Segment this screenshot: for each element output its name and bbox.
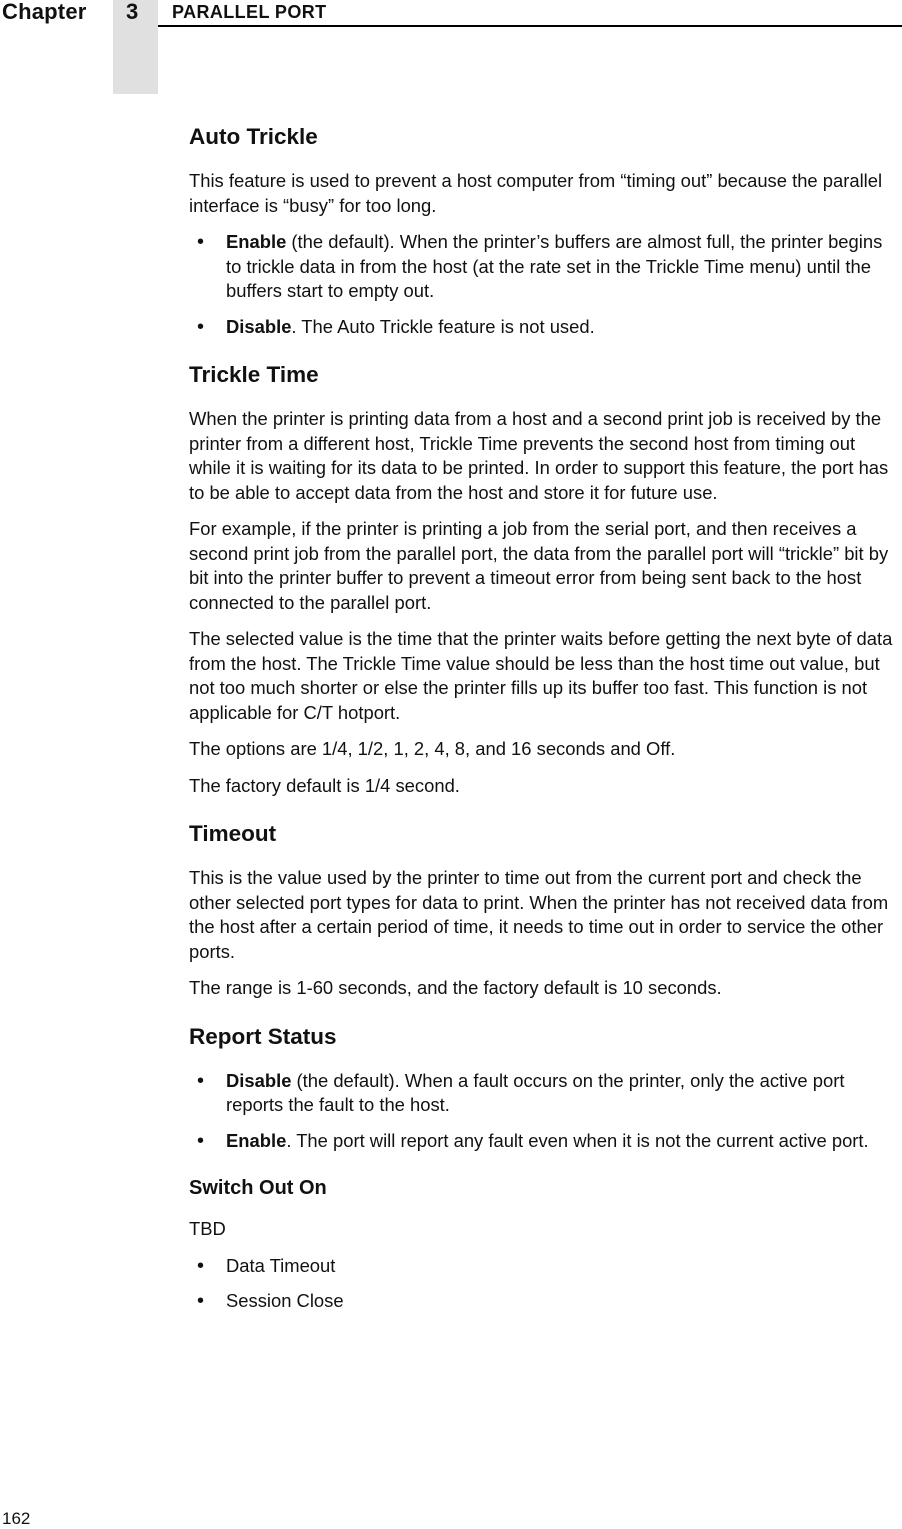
section-header-title: PARALLEL PORT [172, 2, 327, 22]
heading-trickle-time: Trickle Time [189, 362, 319, 387]
option-description: . The port will report any fault even when it is not the current active port. [286, 1129, 869, 1151]
list-item [189, 1069, 899, 1118]
chapter-number: 3 [126, 0, 139, 24]
list-item: • Data Timeout [189, 1254, 899, 1279]
paragraph: The factory default is 1/4 second. [189, 774, 460, 796]
page-number: 162 [2, 1509, 31, 1528]
bullet-list [189, 230, 899, 339]
section-auto-trickle [189, 123, 899, 339]
paragraph: This feature is used to prevent a host computer from “timing out” because the parallel interface is “busy” for too long. [189, 170, 883, 216]
paragraph: The selected value is the time that the printer waits before getting the next byte of data from the host. The Trickle Time value should be less than the host time out value, but not too much shorter or else the printer fills up its buffer too fast. This function is not applicable for C/T hotport. [189, 628, 893, 723]
paragraph: For example, if the printer is printing a job from the serial port, and then receives a second print job from the parallel port, the data from the parallel port will “trickle” bit by bit into the printer buffer to prevent a timeout error from being sent back to the host connected to the parallel port. [189, 518, 889, 613]
option-term: Disable [226, 1069, 292, 1091]
chapter-label: Chapter [2, 0, 87, 24]
bullet-list [189, 1069, 899, 1154]
section-report-status [189, 1023, 899, 1154]
heading-report-status: Report Status [189, 1023, 337, 1049]
header-rule [158, 25, 902, 27]
paragraph: The options are 1/4, 1/2, 1, 2, 4, 8, and 16 seconds and Off. [189, 738, 676, 759]
option-description: (the default). When a fault occurs on the printer, only the active port reports the fault to the host. [226, 1069, 845, 1115]
paragraph: The range is 1-60 seconds, and the factory default is 10 seconds. [189, 977, 722, 998]
list-item [189, 230, 899, 304]
option-description: . The Auto Trickle feature is not used. [291, 315, 595, 337]
heading-switch-out-on: Switch Out On [189, 1177, 327, 1199]
paragraph: When the printer is printing data from a host and a second print job is received by the printer from a different host, Trickle Time prevents the second host from timing out while it is waiting for its data to be printed. In order to support this feature, the port has to be able to accept data from the host and store it for future use. [189, 408, 889, 503]
list-item: • Session Close [189, 1289, 899, 1314]
list-item [189, 1129, 899, 1154]
bullet-list [189, 1254, 899, 1314]
section-timeout [189, 820, 899, 1001]
option-term: Enable [226, 231, 287, 252]
heading-auto-trickle: Auto Trickle [189, 124, 318, 149]
paragraph: This is the value used by the printer to time out from the current port and check the other selected port types for data to print. When the printer has not received data from the host after a certain period of time, it needs to time out in order to service the other ports. [189, 867, 889, 962]
option-description: (the default). When the printer’s buffers are almost full, the printer begins to trickle data in from the host (at the rate set in the Trickle Time menu) until the buffers start to empty out. [226, 231, 883, 301]
option-term: Enable [226, 1129, 287, 1151]
option-term: Disable [226, 315, 292, 337]
paragraph: TBD [189, 1218, 226, 1239]
section-trickle-time [189, 361, 899, 798]
section-switch-out-on [189, 1175, 899, 1314]
page-content [189, 123, 899, 1336]
list-item [189, 315, 899, 340]
heading-timeout: Timeout [189, 821, 277, 846]
